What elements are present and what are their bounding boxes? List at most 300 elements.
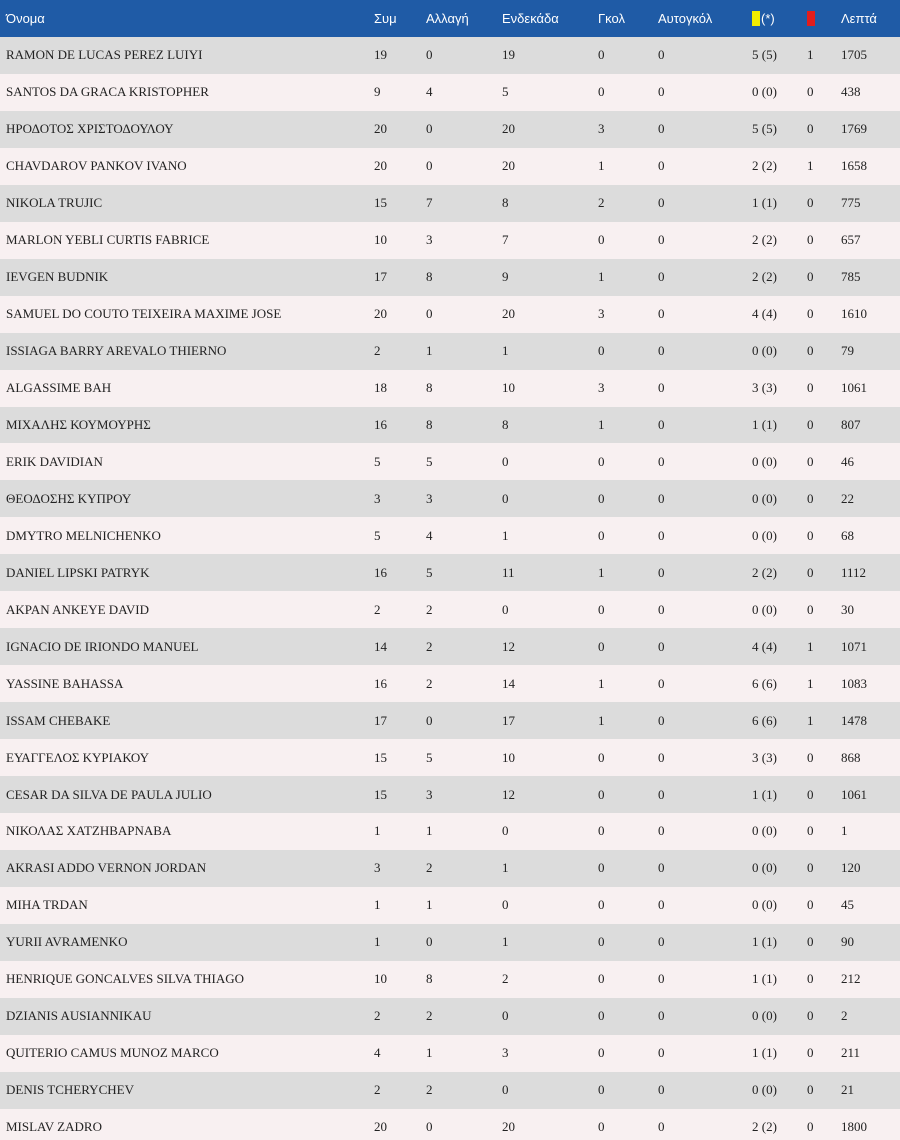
table-row [0, 961, 900, 998]
player-yellow-cards: 1 (1) [752, 195, 777, 211]
player-name: HENRIQUE GONCALVES SILVA THIAGO [6, 971, 244, 987]
player-substitute: 2 [426, 1082, 433, 1098]
player-appearances: 9 [374, 84, 381, 100]
player-red-cards: 0 [807, 786, 814, 802]
player-starting: 20 [502, 158, 515, 174]
player-name: ΕΥΑΓΓΕΛΟΣ ΚΥΡΙΑΚΟΥ [6, 749, 149, 765]
player-yellow-cards: 1 (1) [752, 1045, 777, 1061]
player-red-cards: 0 [807, 417, 814, 432]
player-minutes: 785 [841, 269, 861, 285]
player-red-cards: 0 [807, 343, 814, 359]
table-row [0, 813, 900, 850]
player-red-cards: 1 [807, 638, 814, 654]
player-substitute: 2 [426, 860, 433, 876]
player-red-cards: 0 [807, 527, 814, 543]
player-starting: 17 [502, 712, 515, 728]
player-starting: 10 [502, 749, 515, 765]
player-goals: 0 [598, 1082, 605, 1098]
player-own-goals: 0 [658, 453, 665, 469]
header-own-goals[interactable]: Αυτογκόλ [658, 11, 713, 26]
player-goals: 0 [598, 232, 605, 248]
player-yellow-cards: 2 (2) [752, 158, 777, 174]
player-name: AKRASI ADDO VERNON JORDAN [6, 860, 207, 876]
player-substitute: 2 [426, 638, 433, 654]
player-name: CHAVDAROV PANKOV IVANO [6, 158, 187, 174]
table-row [0, 739, 900, 776]
player-appearances: 5 [374, 527, 381, 543]
player-goals: 0 [598, 1045, 605, 1061]
player-minutes: 22 [841, 490, 854, 506]
player-goals: 0 [598, 1119, 605, 1135]
player-name: RAMON DE LUCAS PEREZ LUIYI [6, 47, 203, 63]
player-own-goals: 0 [658, 1008, 665, 1024]
table-header-row [0, 0, 900, 37]
player-red-cards: 0 [807, 1045, 814, 1061]
player-name: AKPAN ANKEYE DAVID [6, 601, 150, 617]
player-name: MISLAV ZADRO [6, 1119, 102, 1135]
player-own-goals: 0 [658, 1045, 665, 1061]
table-row [0, 443, 900, 480]
player-appearances: 16 [374, 564, 387, 580]
player-yellow-cards: 1 (1) [752, 971, 777, 987]
table-row [0, 480, 900, 517]
player-own-goals: 0 [658, 860, 665, 876]
player-appearances: 20 [374, 306, 387, 322]
player-minutes: 657 [841, 232, 861, 248]
player-yellow-cards: 0 (0) [752, 1082, 777, 1098]
yellow-suffix: (*) [761, 11, 775, 26]
header-starting[interactable]: Ενδεκάδα [502, 11, 559, 26]
table-row [0, 370, 900, 407]
table-row [0, 222, 900, 259]
player-name: ISSIAGA BARRY AREVALO THIERNO [6, 343, 227, 359]
player-red-cards: 0 [807, 269, 814, 285]
player-minutes: 120 [841, 860, 861, 876]
player-substitute: 0 [426, 1119, 433, 1135]
player-yellow-cards: 0 (0) [752, 860, 777, 876]
player-appearances: 10 [374, 232, 387, 248]
player-starting: 0 [502, 1008, 509, 1024]
player-name: ΗΡΟΔΟΤΟΣ ΧΡΙΣΤΟΔΟΥΛΟΥ [6, 121, 174, 137]
player-red-cards: 0 [807, 897, 814, 913]
player-substitute: 1 [426, 897, 433, 913]
player-name: CESAR DA SILVA DE PAULA JULIO [6, 786, 212, 802]
player-minutes: 79 [841, 343, 854, 359]
player-red-cards: 0 [807, 1119, 814, 1135]
player-own-goals: 0 [658, 601, 665, 617]
table-row [0, 37, 900, 74]
player-substitute: 8 [426, 971, 433, 987]
player-minutes: 1112 [841, 564, 867, 580]
player-goals: 0 [598, 601, 605, 617]
player-substitute: 0 [426, 47, 433, 63]
player-name: ISSAM CHEBAKE [6, 712, 111, 728]
table-row [0, 111, 900, 148]
player-starting: 1 [502, 343, 509, 359]
player-substitute: 0 [426, 158, 433, 174]
player-substitute: 3 [426, 786, 433, 802]
player-minutes: 775 [841, 195, 861, 211]
player-minutes: 1610 [841, 306, 867, 322]
player-yellow-cards: 4 (4) [752, 306, 777, 322]
player-red-cards: 0 [807, 971, 814, 987]
player-substitute: 8 [426, 380, 433, 396]
player-minutes: 1769 [841, 121, 867, 137]
player-starting: 10 [502, 380, 515, 396]
player-yellow-cards: 0 (0) [752, 1008, 777, 1024]
table-row [0, 591, 900, 628]
player-name: NIKOLA TRUJIC [6, 195, 103, 211]
player-goals: 0 [598, 638, 605, 654]
player-appearances: 10 [374, 971, 387, 987]
player-name: YURII AVRAMENKO [6, 934, 128, 950]
table-row [0, 1109, 900, 1140]
player-minutes: 68 [841, 527, 854, 543]
player-name: MIHA TRDAN [6, 897, 88, 913]
player-starting: 8 [502, 195, 509, 211]
player-substitute: 0 [426, 712, 433, 728]
player-own-goals: 0 [658, 417, 665, 432]
player-yellow-cards: 4 (4) [752, 638, 777, 654]
player-yellow-cards: 2 (2) [752, 1119, 777, 1135]
player-goals: 0 [598, 786, 605, 802]
player-name: DMYTRO MELNICHENKO [6, 527, 161, 543]
player-own-goals: 0 [658, 897, 665, 913]
player-own-goals: 0 [658, 306, 665, 322]
player-goals: 0 [598, 453, 605, 469]
player-appearances: 1 [374, 934, 381, 950]
table-row [0, 333, 900, 370]
player-appearances: 20 [374, 158, 387, 174]
player-appearances: 2 [374, 1008, 381, 1024]
player-red-cards: 0 [807, 564, 814, 580]
player-minutes: 90 [841, 934, 854, 950]
player-substitute: 0 [426, 934, 433, 950]
table-row [0, 74, 900, 111]
player-red-cards: 0 [807, 860, 814, 876]
player-appearances: 19 [374, 47, 387, 63]
player-starting: 3 [502, 1045, 509, 1061]
player-goals: 0 [598, 527, 605, 543]
table-row [0, 407, 900, 444]
player-minutes: 438 [841, 84, 861, 100]
player-name: MARLON YEBLI CURTIS FABRICE [6, 232, 210, 248]
player-substitute: 1 [426, 823, 433, 839]
player-goals: 0 [598, 860, 605, 876]
player-red-cards: 0 [807, 121, 814, 137]
player-own-goals: 0 [658, 934, 665, 950]
table-row [0, 924, 900, 961]
player-appearances: 2 [374, 1082, 381, 1098]
header-red-cards[interactable] [799, 0, 833, 37]
player-goals: 3 [598, 121, 605, 137]
player-name: DANIEL LIPSKI PATRYK [6, 564, 150, 580]
player-name: ΘΕΟΔΟΣΗΣ ΚΥΠΡΟΥ [6, 490, 132, 506]
player-minutes: 1 [841, 823, 848, 839]
player-red-cards: 0 [807, 453, 814, 469]
player-red-cards: 0 [807, 490, 814, 506]
player-starting: 9 [502, 269, 509, 285]
player-minutes: 2 [841, 1008, 848, 1024]
player-starting: 20 [502, 1119, 515, 1135]
player-name: ALGASSIME BAH [6, 380, 112, 396]
player-appearances: 15 [374, 195, 387, 211]
player-red-cards: 0 [807, 84, 814, 100]
table-row [0, 148, 900, 185]
player-red-cards: 1 [807, 712, 814, 728]
player-yellow-cards: 1 (1) [752, 934, 777, 950]
table-row [0, 776, 900, 813]
player-goals: 2 [598, 195, 605, 211]
player-own-goals: 0 [658, 195, 665, 211]
player-appearances: 17 [374, 712, 387, 728]
player-name: ΝΙΚΟΛΑΣ ΧΑΤΖΗΒΑΡΝΑΒΑ [6, 823, 172, 839]
player-substitute: 3 [426, 232, 433, 248]
player-substitute: 2 [426, 675, 433, 691]
player-substitute: 2 [426, 601, 433, 617]
player-yellow-cards: 3 (3) [752, 749, 777, 765]
player-appearances: 4 [374, 1045, 381, 1061]
header-goals[interactable]: Γκολ [598, 11, 625, 26]
player-goals: 1 [598, 269, 605, 285]
player-appearances: 16 [374, 417, 387, 432]
player-own-goals: 0 [658, 712, 665, 728]
player-substitute: 1 [426, 1045, 433, 1061]
player-own-goals: 0 [658, 269, 665, 285]
player-red-cards: 0 [807, 934, 814, 950]
player-own-goals: 0 [658, 749, 665, 765]
player-name: DZIANIS AUSIANNIKAU [6, 1008, 152, 1024]
player-yellow-cards: 0 (0) [752, 453, 777, 469]
player-yellow-cards: 5 (5) [752, 47, 777, 63]
player-appearances: 17 [374, 269, 387, 285]
player-own-goals: 0 [658, 1119, 665, 1135]
player-substitute: 8 [426, 417, 433, 432]
player-goals: 0 [598, 1008, 605, 1024]
player-substitute: 8 [426, 269, 433, 285]
table-row [0, 850, 900, 887]
player-minutes: 1658 [841, 158, 867, 174]
player-yellow-cards: 6 (6) [752, 712, 777, 728]
player-starting: 2 [502, 971, 509, 987]
player-starting: 0 [502, 601, 509, 617]
player-own-goals: 0 [658, 343, 665, 359]
player-starting: 0 [502, 823, 509, 839]
player-minutes: 212 [841, 971, 861, 987]
player-red-cards: 0 [807, 749, 814, 765]
player-goals: 1 [598, 158, 605, 174]
player-goals: 3 [598, 306, 605, 322]
table-row [0, 628, 900, 665]
player-yellow-cards: 3 (3) [752, 380, 777, 396]
player-starting: 12 [502, 786, 515, 802]
table-row [0, 185, 900, 222]
player-appearances: 2 [374, 601, 381, 617]
player-goals: 0 [598, 934, 605, 950]
player-goals: 1 [598, 564, 605, 580]
header-minutes[interactable]: Λεπτά [841, 11, 877, 26]
header-name[interactable]: Όνομα [6, 11, 45, 26]
player-red-cards: 1 [807, 158, 814, 174]
player-goals: 1 [598, 712, 605, 728]
header-yellow-cards[interactable] [744, 0, 799, 37]
player-goals: 0 [598, 47, 605, 63]
player-starting: 1 [502, 934, 509, 950]
player-starting: 20 [502, 306, 515, 322]
player-yellow-cards: 5 (5) [752, 121, 777, 137]
player-substitute: 4 [426, 84, 433, 100]
player-goals: 0 [598, 343, 605, 359]
player-goals: 0 [598, 971, 605, 987]
player-starting: 11 [502, 564, 515, 580]
player-name: YASSINE BAHASSA [6, 675, 124, 691]
player-starting: 20 [502, 121, 515, 137]
player-own-goals: 0 [658, 527, 665, 543]
table-row [0, 1072, 900, 1109]
player-yellow-cards: 0 (0) [752, 601, 777, 617]
player-own-goals: 0 [658, 158, 665, 174]
player-yellow-cards: 0 (0) [752, 823, 777, 839]
player-starting: 0 [502, 897, 509, 913]
player-rows [0, 37, 900, 1140]
player-appearances: 14 [374, 638, 387, 654]
player-yellow-cards: 2 (2) [752, 232, 777, 248]
player-appearances: 18 [374, 380, 387, 396]
player-yellow-cards: 6 (6) [752, 675, 777, 691]
player-starting: 19 [502, 47, 515, 63]
player-substitute: 5 [426, 749, 433, 765]
player-red-cards: 0 [807, 1082, 814, 1098]
player-goals: 1 [598, 417, 605, 432]
player-own-goals: 0 [658, 490, 665, 506]
player-minutes: 1083 [841, 675, 867, 691]
player-red-cards: 0 [807, 306, 814, 322]
player-yellow-cards: 1 (1) [752, 417, 777, 432]
player-starting: 5 [502, 84, 509, 100]
table-row [0, 998, 900, 1035]
player-minutes: 46 [841, 453, 854, 469]
red-card-icon [807, 11, 815, 26]
player-appearances: 2 [374, 343, 381, 359]
player-name: DENIS TCHERYCHEV [6, 1082, 134, 1098]
player-yellow-cards: 2 (2) [752, 564, 777, 580]
table-row [0, 702, 900, 739]
player-yellow-cards: 0 (0) [752, 343, 777, 359]
player-own-goals: 0 [658, 47, 665, 63]
player-starting: 7 [502, 232, 509, 248]
player-appearances: 20 [374, 121, 387, 137]
player-red-cards: 0 [807, 232, 814, 248]
player-own-goals: 0 [658, 823, 665, 839]
table-row [0, 554, 900, 591]
player-goals: 0 [598, 897, 605, 913]
table-row [0, 665, 900, 702]
player-yellow-cards: 0 (0) [752, 897, 777, 913]
header-substitute[interactable]: Αλλαγή [426, 11, 469, 26]
player-yellow-cards: 0 (0) [752, 490, 777, 506]
player-red-cards: 1 [807, 675, 814, 691]
player-minutes: 1800 [841, 1119, 867, 1135]
player-own-goals: 0 [658, 121, 665, 137]
player-starting: 12 [502, 638, 515, 654]
player-appearances: 1 [374, 823, 381, 839]
player-substitute: 3 [426, 490, 433, 506]
player-own-goals: 0 [658, 232, 665, 248]
player-yellow-cards: 1 (1) [752, 786, 777, 802]
player-starting: 14 [502, 675, 515, 691]
player-substitute: 5 [426, 564, 433, 580]
player-substitute: 4 [426, 527, 433, 543]
player-red-cards: 0 [807, 823, 814, 839]
player-minutes: 1478 [841, 712, 867, 728]
player-goals: 0 [598, 823, 605, 839]
player-own-goals: 0 [658, 786, 665, 802]
player-appearances: 16 [374, 675, 387, 691]
player-minutes: 1071 [841, 638, 867, 654]
player-starting: 1 [502, 860, 509, 876]
player-substitute: 0 [426, 306, 433, 322]
player-name: IGNACIO DE IRIONDO MANUEL [6, 638, 199, 654]
player-goals: 0 [598, 490, 605, 506]
player-starting: 8 [502, 417, 509, 432]
player-goals: 0 [598, 84, 605, 100]
player-yellow-cards: 2 (2) [752, 269, 777, 285]
header-appearances[interactable]: Συμ [374, 11, 397, 26]
player-minutes: 1705 [841, 47, 867, 63]
player-appearances: 15 [374, 786, 387, 802]
player-goals: 3 [598, 380, 605, 396]
player-starting: 1 [502, 527, 509, 543]
player-name: SAMUEL DO COUTO TEIXEIRA MAXIME JOSE [6, 306, 282, 322]
player-appearances: 15 [374, 749, 387, 765]
player-yellow-cards: 0 (0) [752, 527, 777, 543]
player-red-cards: 0 [807, 1008, 814, 1024]
player-name: ΜΙΧΑΛΗΣ ΚΟΥΜΟΥΡΗΣ [6, 417, 151, 432]
player-minutes: 211 [841, 1045, 861, 1061]
table-row [0, 887, 900, 924]
player-minutes: 868 [841, 749, 861, 765]
player-substitute: 1 [426, 343, 433, 359]
player-own-goals: 0 [658, 564, 665, 580]
player-starting: 0 [502, 453, 509, 469]
player-minutes: 807 [841, 417, 861, 432]
player-appearances: 20 [374, 1119, 387, 1135]
player-own-goals: 0 [658, 675, 665, 691]
player-name: IEVGEN BUDNIK [6, 269, 109, 285]
player-yellow-cards: 0 (0) [752, 84, 777, 100]
player-minutes: 21 [841, 1082, 854, 1098]
table-row [0, 296, 900, 333]
player-minutes: 45 [841, 897, 854, 913]
player-name: SANTOS DA GRACA KRISTOPHER [6, 84, 209, 100]
player-own-goals: 0 [658, 638, 665, 654]
player-starting: 0 [502, 1082, 509, 1098]
player-red-cards: 1 [807, 47, 814, 63]
player-minutes: 1061 [841, 786, 867, 802]
player-goals: 0 [598, 749, 605, 765]
player-own-goals: 0 [658, 84, 665, 100]
player-name: ERIK DAVIDIAN [6, 453, 103, 469]
table-row [0, 517, 900, 554]
player-appearances: 3 [374, 490, 381, 506]
table-row [0, 259, 900, 296]
player-own-goals: 0 [658, 1082, 665, 1098]
player-own-goals: 0 [658, 380, 665, 396]
player-red-cards: 0 [807, 195, 814, 211]
player-substitute: 0 [426, 121, 433, 137]
player-substitute: 2 [426, 1008, 433, 1024]
player-starting: 0 [502, 490, 509, 506]
